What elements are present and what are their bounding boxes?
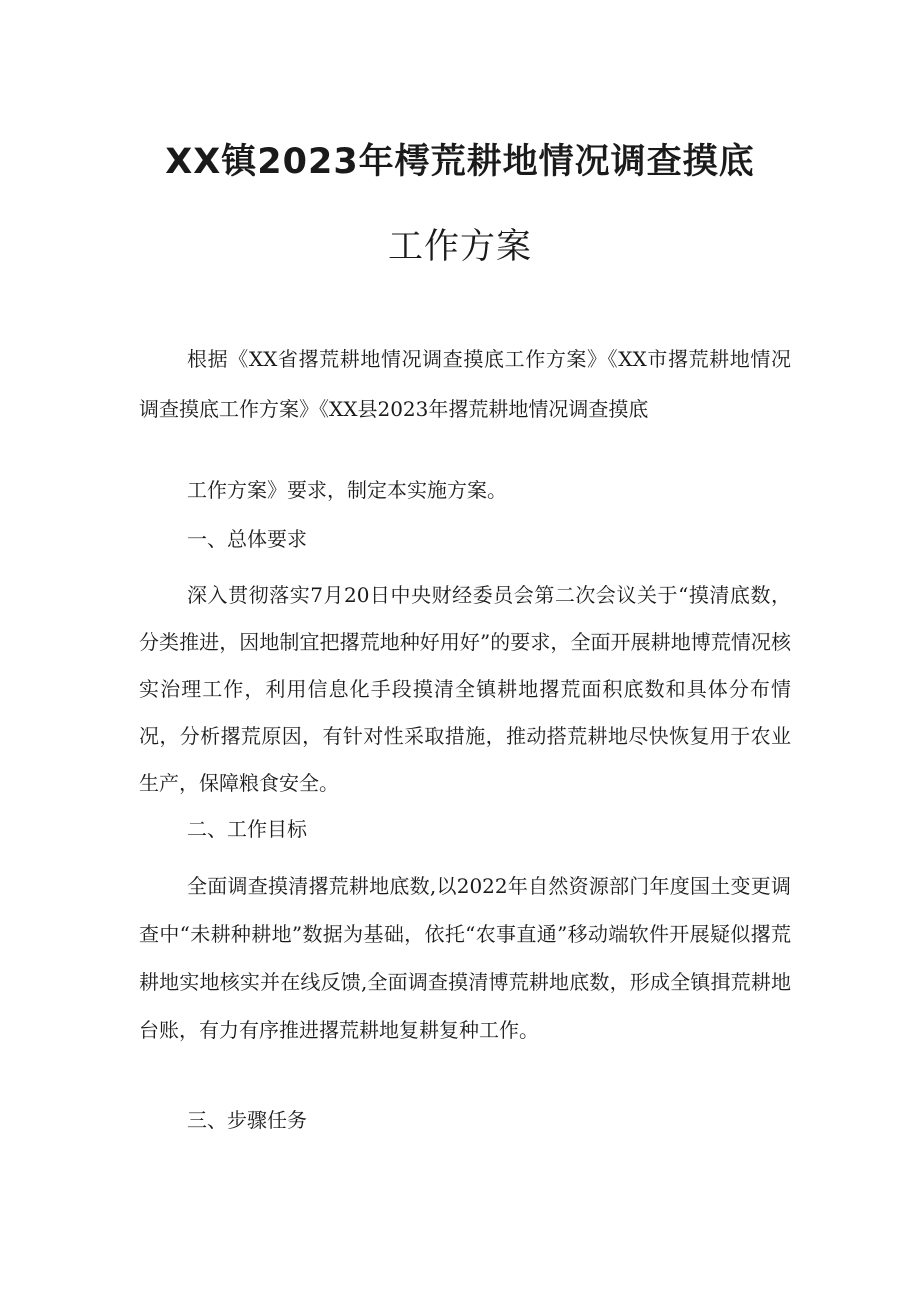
intro-paragraph-continued: 工作方案》要求，制定本实施方案。 xyxy=(187,478,507,502)
section-heading-overall-requirements: 一、总体要求 xyxy=(187,527,307,551)
document-title-line-2: 工作方案 xyxy=(387,227,532,267)
section-heading-steps-tasks: 三、步骤任务 xyxy=(187,1108,307,1132)
intro-paragraph: 根据《XX省撂荒耕地情况调查摸底工作方案》《XX市撂荒耕地情况调查摸底工作方案》《XX县2023年撂荒耕地情况调查摸底 xyxy=(139,347,791,421)
document-title-line-1: XX镇2023年樗荒耕地情况调查摸底 xyxy=(165,142,755,182)
section-1-paragraph: 深入贯彻落实7月20日中央财经委员会第二次会议关于“摸清底数，分类推进，因地制宜把撂荒地种好用好”的要求，全面开展耕地博荒情况核实治理工作，利用信息化手段摸清全镇耕地撂荒面积底数和具体分布情况，分析撂荒原因，有针对性采取措施，推动搭荒耕地尽快恢复用于农业生产，保障粮食安全。 xyxy=(139,583,791,795)
section-2-paragraph: 全面调查摸清撂荒耕地底数,以2022年自然资源部门年度国土变更调查中“未耕种耕地”数据为基础，依托“农事直通”移动端软件开展疑似撂荒耕地实地核实并在线反馈,全面调查摸清博荒耕地底数，形成全镇揖荒耕地台账，有力有序推进撂荒耕地复耕复种工作。 xyxy=(139,874,791,1042)
section-heading-work-goals: 二、工作目标 xyxy=(187,817,307,841)
